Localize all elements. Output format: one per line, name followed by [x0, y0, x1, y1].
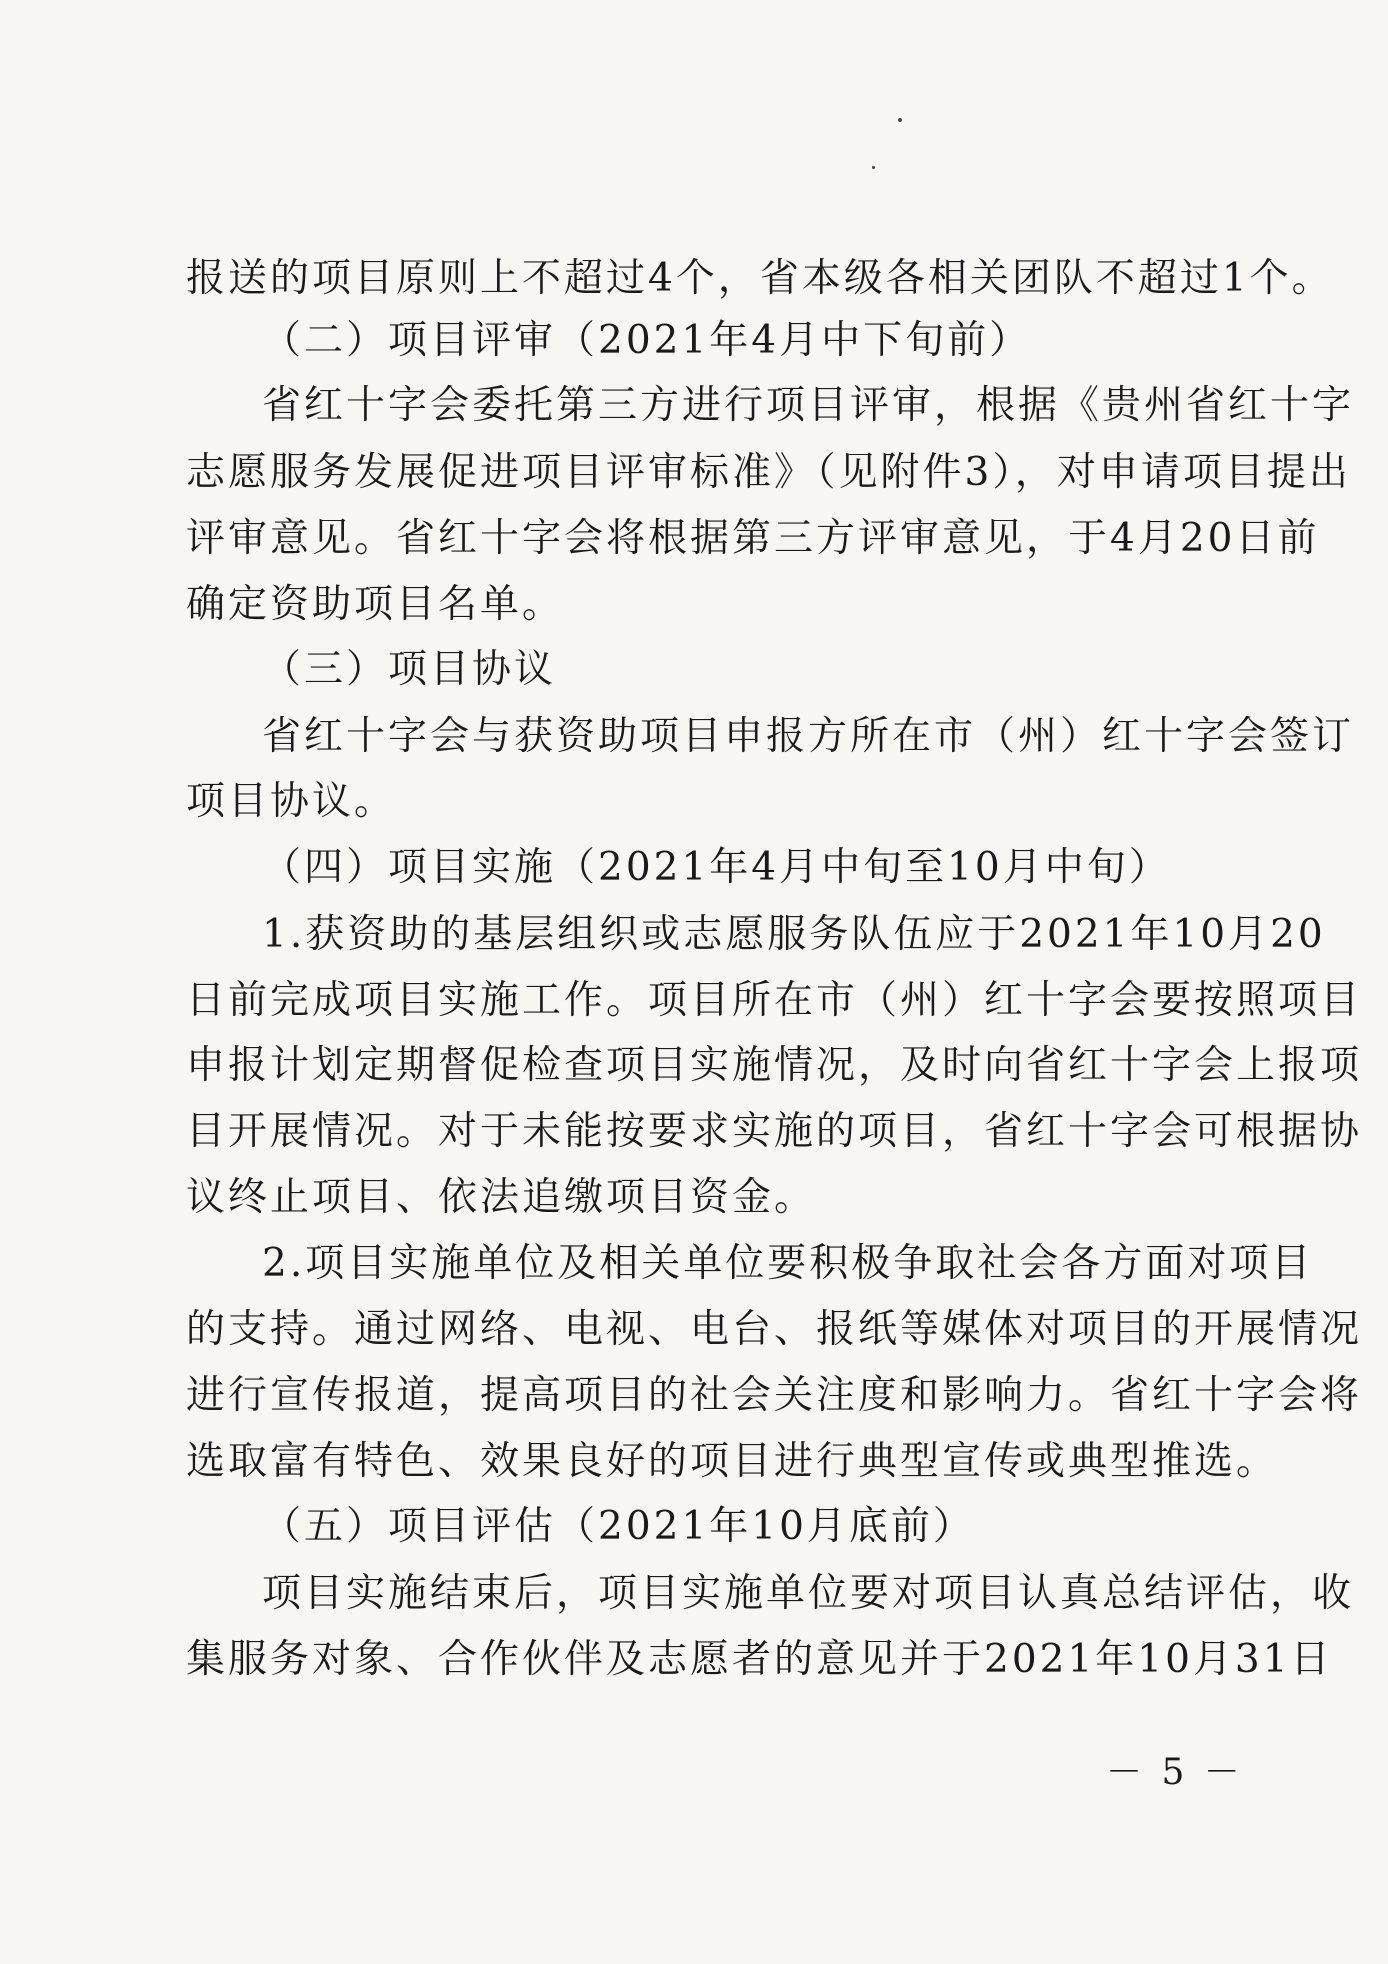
body-line: 集服务对象、合作伙伴及志愿者的意见并于2021年10月31日 [186, 1637, 1333, 1682]
section-heading-agreement: （三）项目协议 [262, 647, 557, 692]
body-line: 报送的项目原则上不超过4个，省本级各相关团队不超过1个。 [186, 256, 1334, 301]
body-line: 项目协议。 [186, 779, 397, 824]
page-number: － 5 － [1106, 1752, 1244, 1793]
body-line: 省红十字会与获资助项目申报方所在市（州）红十字会签订 [262, 714, 1355, 759]
section-heading-review: （二）项目评审（2021年4月中下旬前） [262, 318, 1032, 363]
body-line: 确定资助项目名单。 [186, 582, 565, 627]
body-line: 2.项目实施单位及相关单位要积极争取社会各方面对项目 [262, 1241, 1314, 1286]
body-line: 议终止项目、依法追缴项目资金。 [186, 1175, 817, 1220]
body-line: 进行宣传报道，提高项目的社会关注度和影响力。省红十字会将 [186, 1373, 1363, 1418]
body-line: 选取富有特色、效果良好的项目进行典型宣传或典型推选。 [186, 1439, 1279, 1484]
body-line: 志愿服务发展促进项目评审标准》（见附件3），对申请项目提出 [186, 450, 1351, 495]
body-line: 的支持。通过网络、电视、电台、报纸等媒体对项目的开展情况 [186, 1307, 1363, 1352]
scan-speck [872, 166, 875, 169]
body-line: 申报计划定期督促检查项目实施情况，及时向省红十字会上报项 [186, 1043, 1363, 1088]
body-line: 评审意见。省红十字会将根据第三方评审意见，于4月20日前 [186, 516, 1320, 561]
body-line: 1.获资助的基层组织或志愿服务队伍应于2021年10月20 [262, 912, 1326, 957]
body-line: 省红十字会委托第三方进行项目评审，根据《贵州省红十字 [262, 383, 1355, 428]
section-heading-implementation: （四）项目实施（2021年4月中旬至10月中旬） [262, 845, 1171, 890]
section-heading-evaluation: （五）项目评估（2021年10月底前） [262, 1504, 975, 1549]
body-line: 项目实施结束后，项目实施单位要对项目认真总结评估，收 [262, 1571, 1355, 1616]
scan-speck [898, 118, 902, 122]
body-line: 目开展情况。对于未能按要求实施的项目，省红十字会可根据协 [186, 1109, 1363, 1154]
body-line: 日前完成项目实施工作。项目所在市（州）红十字会要按照项目 [186, 978, 1363, 1023]
